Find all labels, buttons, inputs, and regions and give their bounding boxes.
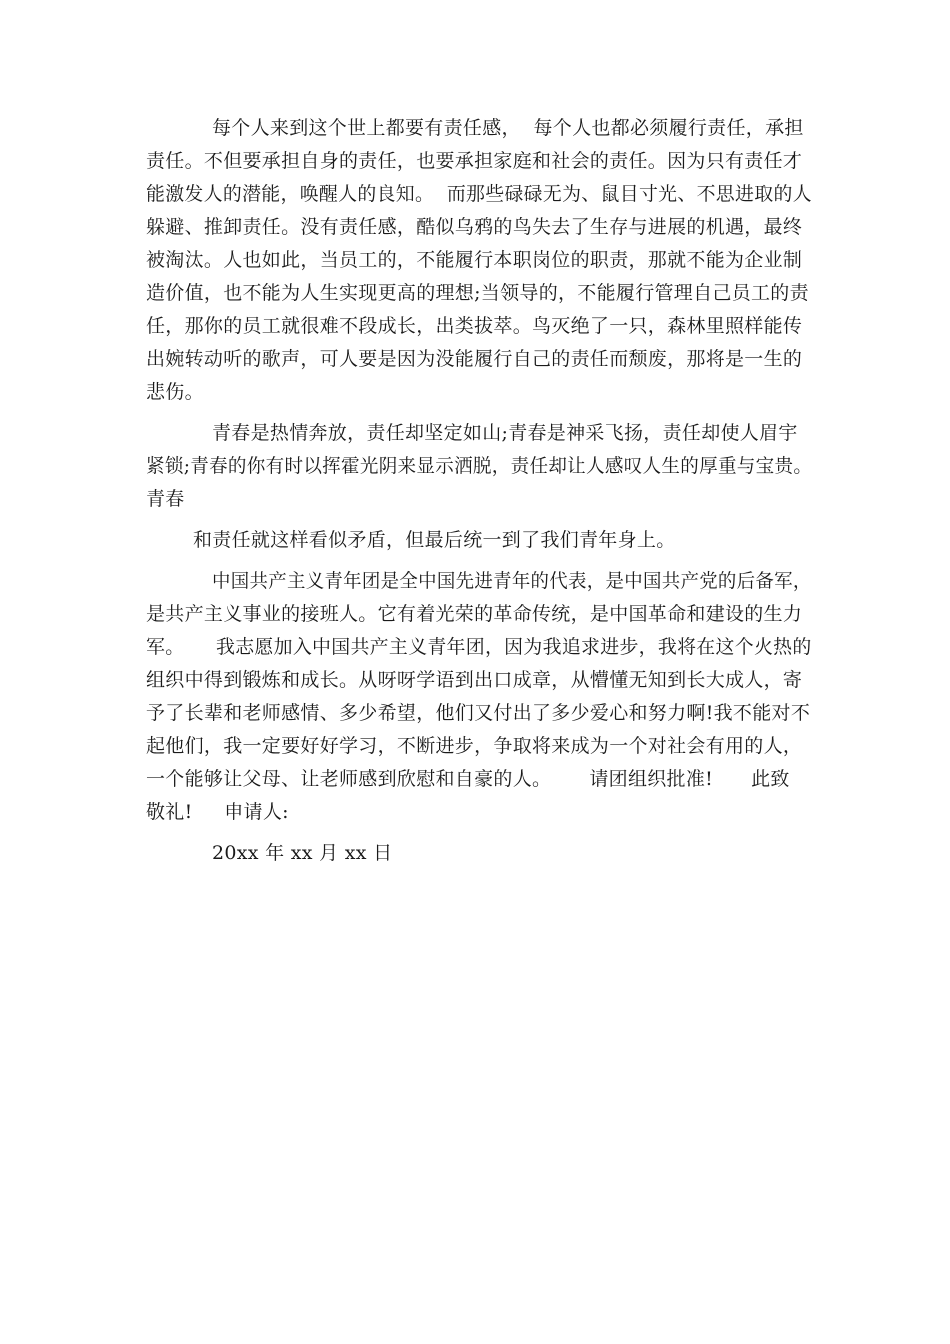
paragraph-4-line-1: 中国共产主义青年团是全中国先进青年的代表，是中国共产党的后备军， — [212, 570, 812, 592]
paragraph-1-line-9: 悲伤。 — [146, 381, 204, 403]
paragraph-1-line-4: 躲避、推卸责任。没有责任感，酷似乌鸦的鸟失去了生存与进展的机遇，最终 — [146, 216, 803, 238]
paragraph-1-line-6: 造价值，也不能为人生实现更高的理想;当领导的，不能履行管理自己员工的责 — [146, 282, 809, 304]
paragraph-4-line-6: 起他们，我一定要好好学习，不断进步，争取将来成为一个对社会有用的人， — [146, 735, 803, 757]
paragraph-4-line-2: 是共产主义事业的接班人。它有着光荣的革命传统，是中国革命和建设的生力 — [146, 603, 803, 625]
date-line: 20xx 年 xx 月 xx 日 — [212, 842, 393, 864]
paragraph-4-line-3: 军。 我志愿加入中国共产主义青年团，因为我追求进步，我将在这个火热的 — [146, 636, 812, 658]
paragraph-2-line-1: 青春是热情奔放，责任却坚定如山;青春是神采飞扬，责任却使人眉宇 — [212, 422, 798, 444]
paragraph-4-line-5: 予了长辈和老师感情、多少希望，他们又付出了多少爱心和努力啊!我不能对不 — [146, 702, 811, 724]
paragraph-4-line-7: 一个能够让父母、让老师感到欣慰和自豪的人。 请团组织批准! 此致 — [146, 768, 790, 790]
paragraph-1-line-3: 能激发人的潜能，唤醒人的良知。 而那些碌碌无为、鼠目寸光、不思进取的人 — [146, 183, 812, 205]
paragraph-4-line-8: 敬礼! 申请人: — [146, 801, 289, 823]
paragraph-2-line-3: 青春 — [146, 488, 185, 510]
paragraph-2-line-2: 紧锁;青春的你有时以挥霍光阴来显示洒脱，责任却让人感叹人生的厚重与宝贵。 — [146, 455, 813, 477]
paragraph-4-line-4: 组织中得到锻炼和成长。从呀呀学语到出口成章，从懵懂无知到长大成人，寄 — [146, 669, 803, 691]
paragraph-1-line-1: 每个人来到这个世上都要有责任感， 每个人也都必须履行责任，承担 — [212, 117, 804, 139]
paragraph-1-line-7: 任，那你的员工就很难不段成长，出类拔萃。鸟灭绝了一只，森林里照样能传 — [146, 315, 803, 337]
paragraph-3-line-1: 和责任就这样看似矛盾，但最后统一到了我们青年身上。 — [193, 529, 676, 551]
paragraph-1-line-5: 被淘汰。人也如此，当员工的，不能履行本职岗位的职责，那就不能为企业制 — [146, 249, 803, 271]
paragraph-1-line-8: 出婉转动听的歌声，可人要是因为没能履行自己的责任而颓废，那将是一生的 — [146, 348, 803, 370]
paragraph-1-line-2: 责任。不但要承担自身的责任，也要承担家庭和社会的责任。因为只有责任才 — [146, 150, 803, 172]
